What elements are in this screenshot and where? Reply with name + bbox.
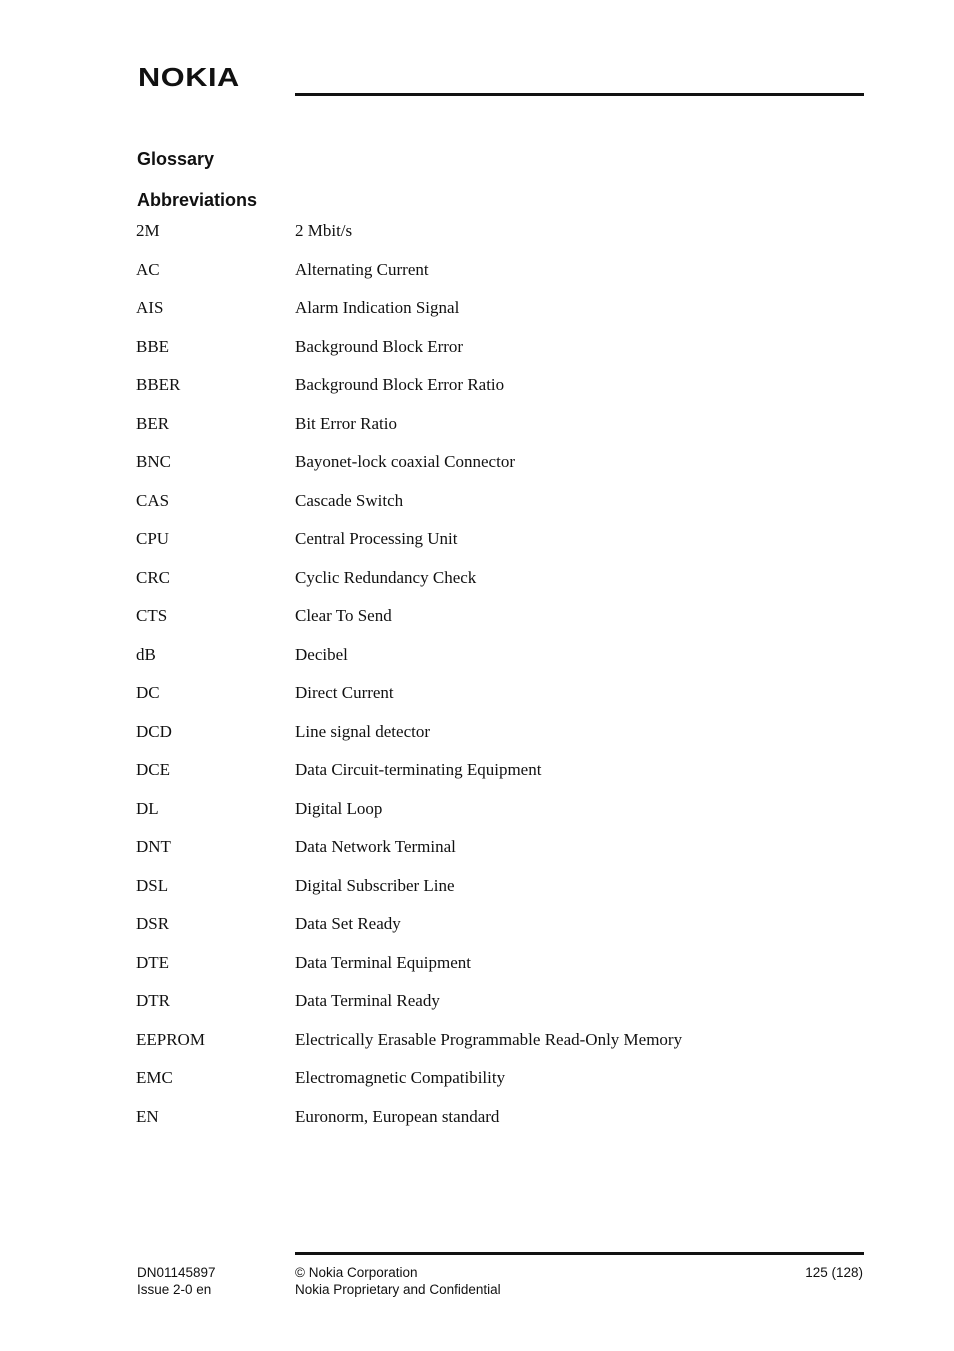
footer-copyright: © Nokia Corporation [295, 1265, 418, 1280]
abbreviation-row [0, 605, 954, 644]
abbreviation-row [0, 644, 954, 683]
abbreviation-definition: Alternating Current [295, 259, 429, 279]
abbreviation-definition: Direct Current [295, 683, 394, 702]
nokia-logo: NOKIA [138, 62, 240, 92]
abbreviation-term: DTE [136, 952, 170, 972]
abbreviation-row [0, 528, 954, 567]
abbreviation-term: CPU [136, 529, 170, 548]
abbreviation-row [0, 413, 954, 452]
abbreviation-term: 2M [136, 221, 160, 240]
abbreviation-definition: Data Circuit-terminating Equipment [295, 760, 542, 779]
abbreviation-row [0, 798, 954, 837]
abbreviation-definition: Cyclic Redundancy Check [295, 567, 477, 587]
abbreviation-row [0, 952, 954, 991]
header-rule [295, 93, 864, 96]
abbreviations-heading: Abbreviations [137, 190, 258, 210]
abbreviation-term: AC [136, 259, 160, 279]
abbreviation-row [0, 297, 954, 336]
footer-issue: Issue 2-0 en [137, 1282, 212, 1297]
abbreviations-list [0, 220, 954, 1144]
abbreviation-term: DNT [136, 837, 171, 856]
abbreviation-term: EN [136, 1106, 159, 1126]
abbreviation-definition: Line signal detector [295, 721, 431, 741]
abbreviation-definition: Digital Loop [295, 798, 383, 818]
abbreviation-term: CAS [136, 490, 170, 510]
abbreviation-definition: Electrically Erasable Programmable Read-Only Memory [295, 1029, 683, 1049]
abbreviation-term: EEPROM [136, 1029, 205, 1049]
footer-page-number: 125 (128) [805, 1265, 863, 1280]
abbreviation-definition: Alarm Indication Signal [295, 298, 460, 317]
abbreviation-row [0, 1029, 954, 1068]
abbreviation-row [0, 759, 954, 798]
abbreviation-term: DC [136, 683, 160, 702]
abbreviation-row [0, 990, 954, 1029]
abbreviation-term: BNC [136, 452, 171, 471]
abbreviation-row [0, 259, 954, 298]
abbreviation-definition: Background Block Error [295, 336, 464, 356]
abbreviation-definition: Electromagnetic Compatibility [295, 1068, 506, 1087]
abbreviation-definition: Digital Subscriber Line [295, 875, 455, 895]
abbreviation-definition: Decibel [295, 644, 348, 664]
abbreviation-definition: Euronorm, European standard [295, 1106, 500, 1126]
abbreviation-term: CTS [136, 606, 168, 625]
abbreviation-row [0, 374, 954, 413]
abbreviation-row [0, 875, 954, 914]
abbreviation-term: BBE [136, 336, 170, 356]
abbreviation-row [0, 836, 954, 875]
abbreviation-term: DCD [136, 721, 172, 741]
abbreviation-definition: Data Network Terminal [295, 837, 456, 856]
abbreviation-term: AIS [136, 298, 164, 317]
abbreviation-row [0, 336, 954, 375]
footer-document-id: DN01145897 [137, 1265, 216, 1280]
abbreviation-term: DL [136, 798, 159, 818]
glossary-heading: Glossary [137, 149, 215, 169]
abbreviation-term: DSR [136, 914, 170, 933]
abbreviation-term: DCE [136, 760, 170, 779]
abbreviation-term: DTR [136, 991, 170, 1010]
abbreviation-definition: 2 Mbit/s [295, 221, 353, 240]
abbreviation-definition: Bit Error Ratio [295, 413, 397, 433]
abbreviation-row [0, 1106, 954, 1145]
abbreviation-definition: Central Processing Unit [295, 529, 458, 548]
abbreviation-definition: Data Terminal Ready [295, 991, 440, 1010]
abbreviation-row [0, 682, 954, 721]
abbreviation-row [0, 721, 954, 760]
abbreviation-definition: Cascade Switch [295, 490, 404, 510]
abbreviation-term: BBER [136, 375, 181, 394]
abbreviation-definition: Clear To Send [295, 606, 392, 625]
abbreviation-row [0, 1067, 954, 1106]
abbreviation-term: EMC [136, 1068, 173, 1087]
abbreviation-row [0, 451, 954, 490]
abbreviation-term: CRC [136, 567, 171, 587]
abbreviation-term: dB [136, 644, 156, 664]
abbreviation-term: BER [136, 413, 170, 433]
abbreviation-term: DSL [136, 875, 169, 895]
abbreviation-definition: Bayonet-lock coaxial Connector [295, 452, 515, 471]
abbreviation-row [0, 220, 954, 259]
abbreviation-definition: Data Set Ready [295, 914, 401, 933]
abbreviation-row [0, 913, 954, 952]
abbreviation-row [0, 490, 954, 529]
abbreviation-row [0, 567, 954, 606]
abbreviation-definition: Data Terminal Equipment [295, 952, 472, 972]
footer-confidentiality-notice: Nokia Proprietary and Confidential [295, 1282, 501, 1297]
abbreviation-definition: Background Block Error Ratio [295, 375, 505, 394]
footer-rule [295, 1252, 864, 1255]
